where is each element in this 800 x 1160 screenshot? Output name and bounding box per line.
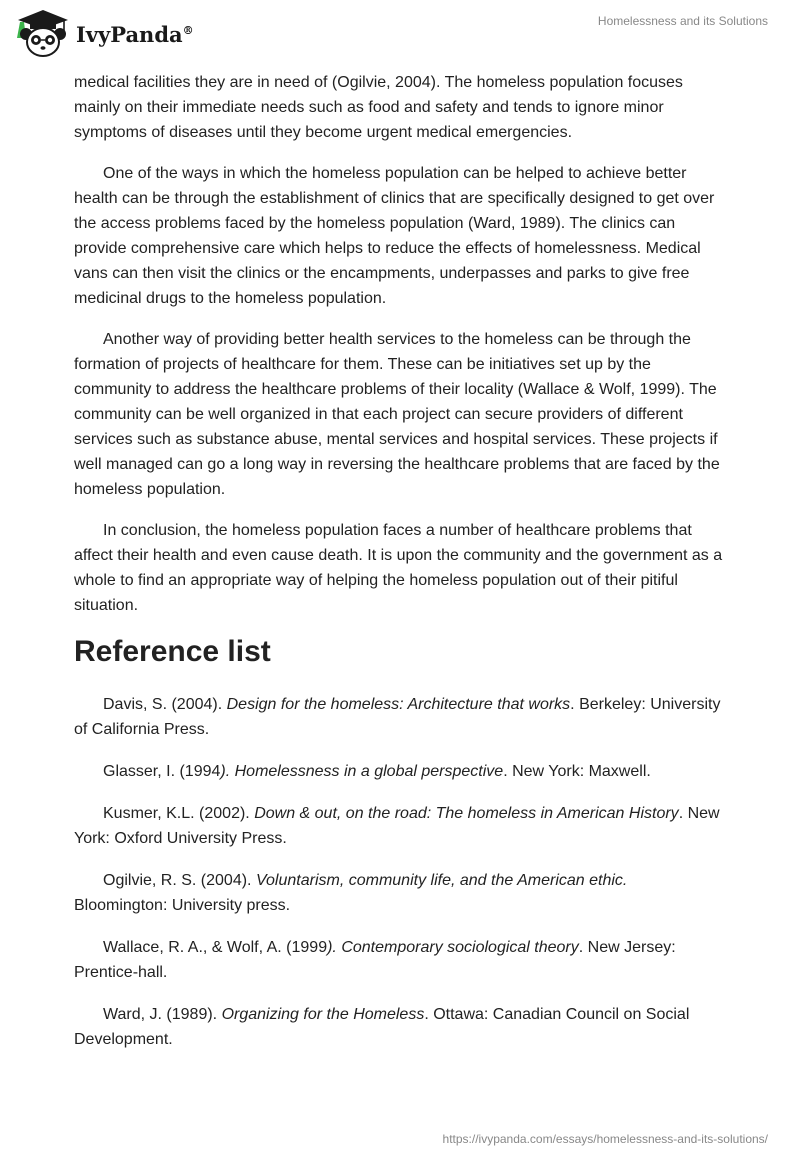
reference-item: Ward, J. (1989). Organizing for the Homeless. Ottawa: Canadian Council on Social Development. — [74, 1006, 690, 1048]
panda-graduate-icon — [14, 8, 72, 58]
reference-list-heading: Reference list — [74, 635, 271, 668]
running-title: Homelessness and its Solutions — [597, 14, 768, 28]
source-url-link[interactable]: https://ivypanda.com/essays/homelessness-and-its-solutions/ — [442, 1132, 768, 1146]
body-paragraph: medical facilities they are in need of (Ogilvie, 2004). The homeless population focuses mainly on their immediate needs such as food and safety and tends to ignore minor symptoms of diseases until they become urgent medical emergencies. — [74, 74, 683, 141]
reference-item: Davis, S. (2004). Design for the homeless: Architecture that works. Berkeley: University of California Press. — [74, 696, 721, 738]
reference-item: Glasser, I. (1994). Homelessness in a global perspective. New York: Maxwell. — [103, 763, 651, 780]
page-header — [0, 0, 800, 70]
reference-item: Ogilvie, R. S. (2004). Voluntarism, community life, and the American ethic. Bloomington: University press. — [74, 872, 628, 914]
body-paragraph: One of the ways in which the homeless population can be helped to achieve better health can be through the establishment of clinics that are specifically designed to get over the access problems faced by the homeless population (Ward, 1989). The clinics can provide comprehensive care which helps to reduce the effects of homelessness. Medical vans can then visit the clinics or the encampments, underpasses and parks to give free medicinal drugs to the homeless population. — [74, 165, 715, 307]
essay-content — [74, 70, 724, 1069]
reference-item: Wallace, R. A., & Wolf, A. (1999). Contemporary sociological theory. New Jersey: Prentice-hall. — [74, 939, 676, 981]
body-paragraph: Another way of providing better health services to the homeless can be through the formation of projects of healthcare for them. These can be initiatives set up by the community to address the healthcare problems of their locality (Wallace & Wolf, 1999). The community can be well organized in that each project can secure providers of different services such as substance abuse, mental services and hospital services. These projects if well managed can go a long way in reversing the healthcare problems that are faced by the homeless population. — [74, 331, 720, 498]
reference-item: Kusmer, K.L. (2002). Down & out, on the road: The homeless in American History. New York: Oxford University Press. — [74, 805, 720, 847]
body-paragraph: In conclusion, the homeless population faces a number of healthcare problems that affect their health and even cause death. It is upon the community and the government as a whole to find an appropriate way of helping the homeless population out of their pitiful situation. — [74, 522, 723, 614]
logo-wordmark: IvyPanda® — [76, 21, 194, 47]
ivypanda-logo[interactable] — [14, 8, 194, 58]
